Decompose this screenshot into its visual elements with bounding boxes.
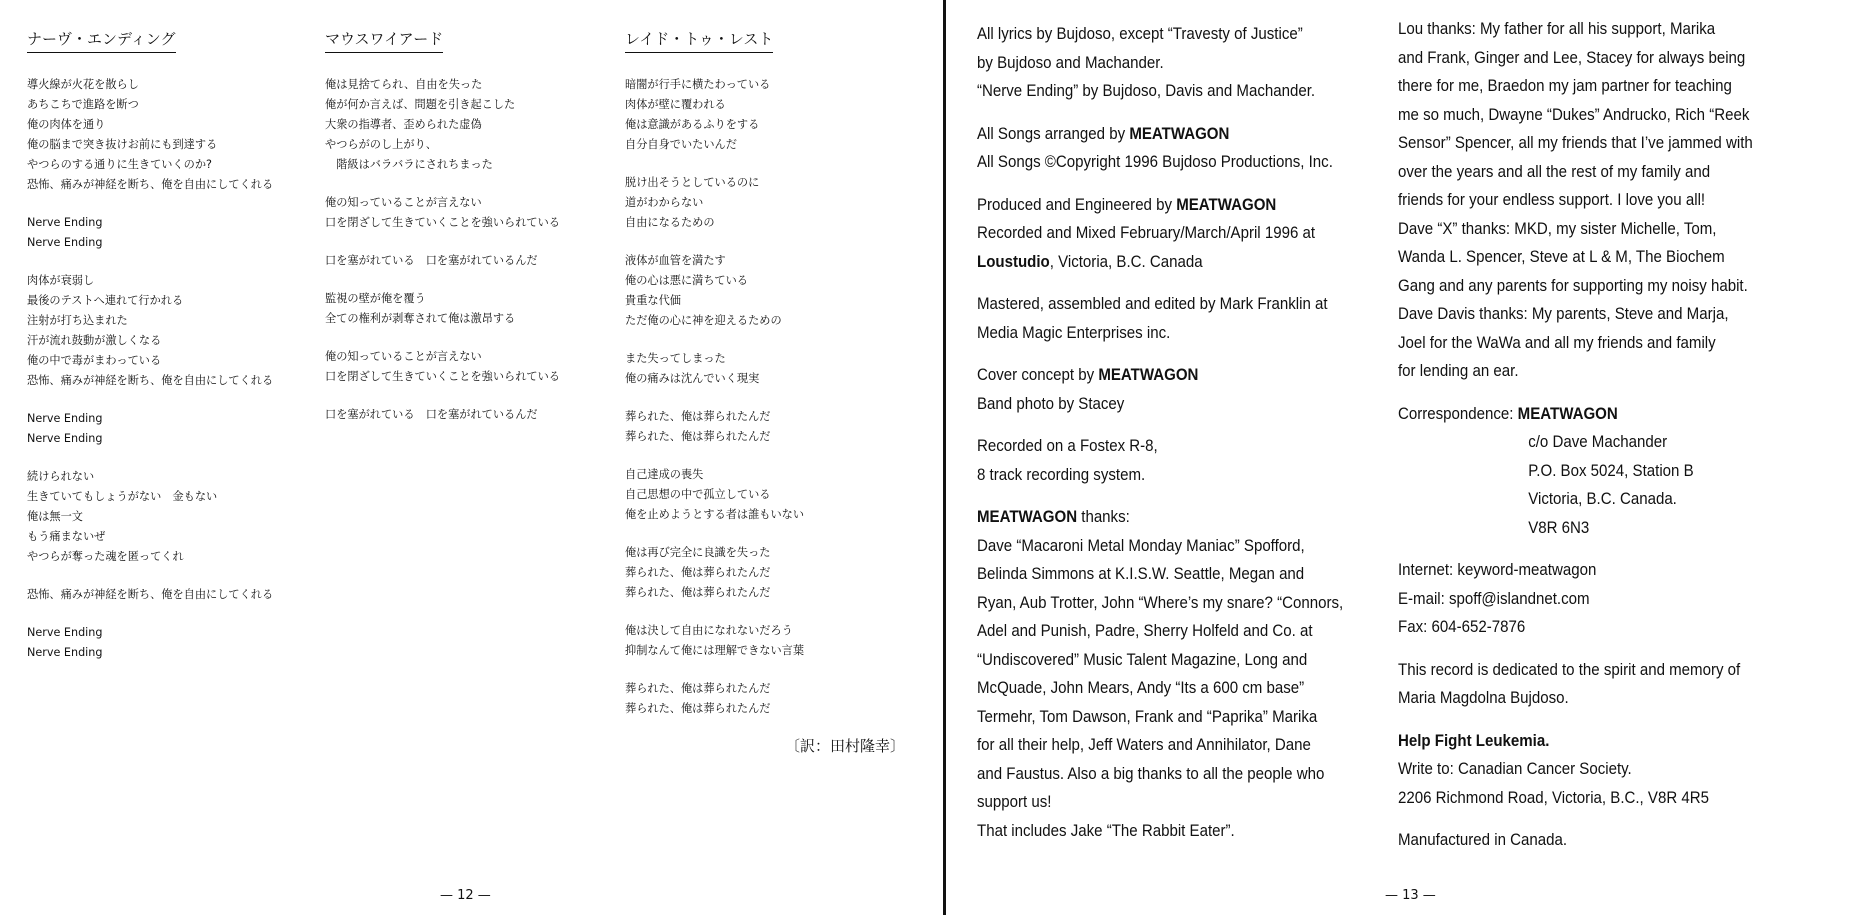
- lyric-line: Nerve Ending: [27, 646, 103, 659]
- lyric-line: Nerve Ending: [27, 626, 103, 639]
- lyric-line: やつらがのし上がり、: [325, 138, 437, 151]
- recording-equipment: [977, 432, 1343, 489]
- lyric-stanza: [625, 465, 804, 525]
- lyric-line: また失ってしまった: [625, 352, 726, 365]
- lyric-line: 肉体が衰弱し: [27, 274, 95, 287]
- lyric-line: 抑制なんて俺には理解できない言葉: [625, 644, 805, 657]
- lyric-line: 俺の痛みは沈んでいく現実: [625, 372, 760, 385]
- leukemia-notice: [1398, 727, 1753, 813]
- lyric-stanza: [325, 251, 560, 271]
- text-line: support us!: [977, 793, 1052, 811]
- fax-line: Fax: 604-652-7876: [1398, 618, 1526, 636]
- lyric-line: 口を閉ざして生きていくことを強いられている: [325, 370, 560, 383]
- lyric-stanza: [27, 75, 273, 195]
- band-thanks-lines: [977, 532, 1343, 846]
- right-page: [945, 0, 1853, 915]
- lyric-stanza: [27, 585, 273, 605]
- song-column-1: [27, 28, 273, 681]
- lyric-line: 最後のテストへ連れて行かれる: [27, 294, 184, 307]
- text-line: Maria Magdolna Bujdoso.: [1398, 689, 1569, 707]
- lyric-line: もう痛まないぜ: [27, 530, 106, 543]
- lyric-line: 道がわからない: [625, 196, 704, 209]
- correspondence: [1398, 400, 1753, 543]
- page-number-left: — 12 —: [440, 888, 491, 903]
- manufactured-note: [1398, 826, 1753, 855]
- lyric-stanza: [27, 409, 273, 449]
- song-lyrics-2: [325, 75, 560, 425]
- lyric-stanza: [27, 213, 273, 253]
- production-credit: [977, 191, 1343, 277]
- text-line: Wanda L. Spencer, Steve at L & M, The Biochem: [1398, 248, 1725, 266]
- lyric-line: 恐怖、痛みが神経を断ち、俺を自由にしてくれる: [27, 178, 274, 191]
- band-photo-credit: Band photo by Stacey: [977, 394, 1125, 413]
- lyric-line: 俺の中で毒がまわっている: [27, 354, 162, 367]
- lyric-line: 自己思想の中で孤立している: [625, 488, 771, 501]
- recorded-line: Recorded and Mixed February/March/April 1996 at: [977, 224, 1316, 242]
- text-line: “Undiscovered” Music Talent Magazine, Long and: [977, 650, 1308, 669]
- lyric-line: ただ俺の心に神を迎えるための: [625, 314, 782, 327]
- text-line: by Bujdoso and Machander.: [977, 53, 1164, 72]
- text-line: This record is dedicated to the spirit and memory of: [1398, 660, 1741, 679]
- cover-credit: [977, 361, 1343, 418]
- text-line: Joel for the WaWa and all my friends and family: [1398, 333, 1716, 352]
- lyric-line: Nerve Ending: [27, 412, 103, 425]
- song-lyrics-3: [625, 75, 804, 719]
- lyric-line: 俺は意識があるふりをする: [625, 118, 760, 131]
- lyric-line: 監視の壁が俺を覆う: [325, 292, 426, 305]
- lyric-line: 注射が打ち込まれた: [27, 314, 128, 327]
- address-line: Victoria, B.C. Canada.: [1528, 490, 1677, 508]
- band-thanks: [977, 503, 1343, 845]
- text-line: Gang and any parents for supporting my noisy habit.: [1398, 276, 1748, 295]
- lyric-line: 俺の肉体を通り: [27, 118, 106, 131]
- band-name: MEATWAGON: [1176, 195, 1277, 214]
- lyric-line: 恐怖、痛みが神経を断ち、俺を自由にしてくれる: [27, 588, 274, 601]
- lyric-stanza: [625, 173, 804, 233]
- lyric-line: 俺の心は悪に満ちている: [625, 274, 748, 287]
- lyric-line: 貴重な代価: [625, 294, 681, 307]
- lyric-line: 恐怖、痛みが神経を断ち、俺を自由にしてくれる: [27, 374, 274, 387]
- text-line: 2206 Richmond Road, Victoria, B.C., V8R 4R5: [1398, 788, 1710, 807]
- text-line: for all their help, Jeff Waters and Annihilator, Dane: [977, 736, 1311, 754]
- credits-column-1: [977, 20, 1343, 859]
- text-line: Ryan, Aub Trotter, John “Where’s my snare? “Connors,: [977, 593, 1344, 612]
- lyric-line: 葬られた、俺は葬られたんだ: [625, 682, 771, 695]
- address-line: c/o Dave Machander: [1528, 433, 1668, 451]
- lyric-line: 自分自身でいたいんだ: [625, 138, 737, 151]
- email-line: E-mail: spoff@islandnet.com: [1398, 589, 1590, 608]
- text-line: McQuade, John Mears, Andy “Its a 600 cm base”: [977, 679, 1305, 697]
- song-column-2: [325, 28, 560, 443]
- lyric-line: 俺は再び完全に良識を失った: [625, 546, 771, 559]
- text-line: friends for your endless support. I love you all!: [1398, 191, 1706, 209]
- member-thanks: [1398, 15, 1753, 386]
- lyric-line: 俺は決して自由になれないだろう: [625, 624, 793, 637]
- lyric-line: 続けられない: [27, 470, 95, 483]
- lyric-stanza: [625, 543, 804, 603]
- lyric-line: 口を塞がれている 口を塞がれているんだ: [325, 408, 538, 421]
- leukemia-title: Help Fight Leukemia.: [1398, 731, 1550, 750]
- text-line: 8 track recording system.: [977, 465, 1146, 484]
- lyric-line: Nerve Ending: [27, 236, 103, 249]
- page-number-right: — 13 —: [1385, 888, 1436, 903]
- text-line: Manufactured in Canada.: [1398, 831, 1568, 849]
- lyric-line: 葬られた、俺は葬られたんだ: [625, 430, 771, 443]
- cover-prefix: Cover concept by: [977, 366, 1099, 384]
- text-line: for lending an ear.: [1398, 362, 1519, 380]
- text-line: “Nerve Ending” by Bujdoso, Davis and Machander.: [977, 82, 1316, 100]
- text-line: Dave “Macaroni Metal Monday Maniac” Spofford,: [977, 536, 1305, 555]
- lyric-line: Nerve Ending: [27, 432, 103, 445]
- lyric-stanza: [625, 75, 804, 155]
- lyric-line: 俺を止めようとする者は誰もいない: [625, 508, 805, 521]
- lyric-stanza: [625, 251, 804, 331]
- contact-info: [1398, 556, 1753, 642]
- address-line: P.O. Box 5024, Station B: [1528, 461, 1694, 480]
- lyric-stanza: [625, 407, 804, 447]
- text-line: Termehr, Tom Dawson, Frank and “Paprika” Marika: [977, 707, 1318, 726]
- lyric-stanza: [625, 679, 804, 719]
- lyric-stanza: [325, 193, 560, 233]
- arrangement-credit: [977, 120, 1343, 177]
- text-line: Dave “X” thanks: MKD, my sister Michelle, Tom,: [1398, 219, 1717, 238]
- song-title-2: マウスワイアード: [325, 28, 443, 53]
- lyric-stanza: [325, 347, 560, 387]
- lyric-line: 葬られた、俺は葬られたんだ: [625, 586, 771, 599]
- lyric-line: 全ての権利が剥奪されて俺は激昂する: [325, 312, 516, 325]
- lyric-line: 俺は無一文: [27, 510, 83, 523]
- lyric-line: 口を閉ざして生きていくことを強いられている: [325, 216, 560, 229]
- lyric-line: 脱け出そうとしているのに: [625, 176, 760, 189]
- lyric-line: 俺の知っていることが言えない: [325, 196, 482, 209]
- thanks-suffix: thanks:: [1077, 508, 1130, 526]
- studio-location: , Victoria, B.C. Canada: [1049, 252, 1203, 271]
- internet-line: Internet: keyword-meatwagon: [1398, 561, 1597, 579]
- lyric-line: 汗が流れ鼓動が激しくなる: [27, 334, 162, 347]
- arranged-prefix: All Songs arranged by: [977, 124, 1130, 143]
- text-line: Write to: Canadian Cancer Society.: [1398, 760, 1632, 778]
- lyric-line: 肉体が壁に覆われる: [625, 98, 726, 111]
- lyric-stanza: [325, 405, 560, 425]
- translator-credit: 〔訳：田村隆幸〕: [784, 737, 905, 755]
- lyric-line: 大衆の指導者、歪められた虚偽: [325, 118, 482, 131]
- lyric-stanza: [27, 623, 273, 663]
- song-title-3: レイド・トゥ・レスト: [625, 28, 773, 53]
- text-line: Belinda Simmons at K.I.S.W. Seattle, Megan and: [977, 565, 1305, 583]
- text-line: Lou thanks: My father for all his support, Marika: [1398, 20, 1716, 38]
- text-line: me so much, Dwayne “Dukes” Andrucko, Rich “Reek: [1398, 105, 1750, 124]
- lyric-line: 生きていてもしょうがない 金もない: [27, 490, 218, 503]
- song-title-1: ナーヴ・エンディング: [27, 28, 176, 53]
- dedication: [1398, 656, 1753, 713]
- address-line: V8R 6N3: [1528, 518, 1590, 537]
- text-line: Mastered, assembled and edited by Mark Franklin at: [977, 295, 1328, 313]
- lyric-line: 口を塞がれている 口を塞がれているんだ: [325, 254, 538, 267]
- text-line: All lyrics by Bujdoso, except “Travesty of Justice”: [977, 25, 1303, 43]
- lyric-line: 葬られた、俺は葬られたんだ: [625, 702, 771, 715]
- lyric-line: 俺の脳まで突き抜けお前にも到達する: [27, 138, 218, 151]
- text-line: Dave Davis thanks: My parents, Steve and Marja,: [1398, 305, 1729, 323]
- produced-prefix: Produced and Engineered by: [977, 195, 1177, 214]
- text-line: Adel and Punish, Padre, Sherry Holfeld and Co. at: [977, 622, 1313, 640]
- lyric-stanza: [27, 467, 273, 567]
- text-line: and Frank, Ginger and Lee, Stacey for always being: [1398, 48, 1746, 67]
- song-column-3: [625, 28, 804, 737]
- lyrics-credit: [977, 20, 1343, 106]
- credits-column-2: [1398, 15, 1753, 869]
- text-line: Sensor” Spencer, all my friends that I’ve jammed with: [1398, 134, 1753, 152]
- lyric-line: 俺は見捨てられ、自由を失った: [325, 78, 483, 91]
- studio-name: Loustudio: [977, 252, 1050, 271]
- text-line: Media Magic Enterprises inc.: [977, 323, 1171, 342]
- mastering-credit: [977, 290, 1343, 347]
- text-line: there for me, Braedon my jam partner for teaching: [1398, 77, 1732, 95]
- lyric-line: 階級はバラバラにされちまった: [325, 158, 493, 171]
- correspondence-label: Correspondence:: [1398, 404, 1518, 423]
- lyric-line: 葬られた、俺は葬られたんだ: [625, 566, 771, 579]
- lyric-line: 導火線が火花を散らし: [27, 78, 139, 91]
- lyric-stanza: [625, 621, 804, 661]
- lyric-line: 葬られた、俺は葬られたんだ: [625, 410, 771, 423]
- lyric-line: 自由になるための: [625, 216, 715, 229]
- lyric-line: 俺の知っていることが言えない: [325, 350, 482, 363]
- lyric-line: 俺が何か言えば、問題を引き起こした: [325, 98, 516, 111]
- song-lyrics-1: [27, 75, 273, 663]
- lyric-line: 液体が血管を満たす: [625, 254, 726, 267]
- band-name: MEATWAGON: [1517, 404, 1618, 423]
- lyric-line: 暗闇が行手に横たわっている: [625, 78, 771, 91]
- text-line: and Faustus. Also a big thanks to all the people who: [977, 764, 1325, 783]
- band-name: MEATWAGON: [1098, 366, 1199, 384]
- lyric-stanza: [625, 349, 804, 389]
- lyric-stanza: [27, 271, 273, 391]
- lyric-line: あちこちで進路を断つ: [27, 98, 139, 111]
- lyric-stanza: [325, 289, 560, 329]
- text-line: over the years and all the rest of my family and: [1398, 162, 1711, 181]
- lyric-line: Nerve Ending: [27, 216, 103, 229]
- lyric-line: 自己達成の喪失: [625, 468, 704, 481]
- text-line: Recorded on a Fostex R-8,: [977, 437, 1158, 455]
- text-line: That includes Jake “The Rabbit Eater”.: [977, 821, 1235, 840]
- lyric-line: やつらのする通りに生きていくのか?: [27, 158, 212, 171]
- lyric-stanza: [325, 75, 560, 175]
- band-name: MEATWAGON: [977, 508, 1078, 526]
- lyric-line: やつらが奪った魂を匿ってくれ: [27, 550, 184, 563]
- copyright-line: All Songs ©Copyright 1996 Bujdoso Productions, Inc.: [977, 153, 1333, 171]
- band-name: MEATWAGON: [1129, 124, 1230, 143]
